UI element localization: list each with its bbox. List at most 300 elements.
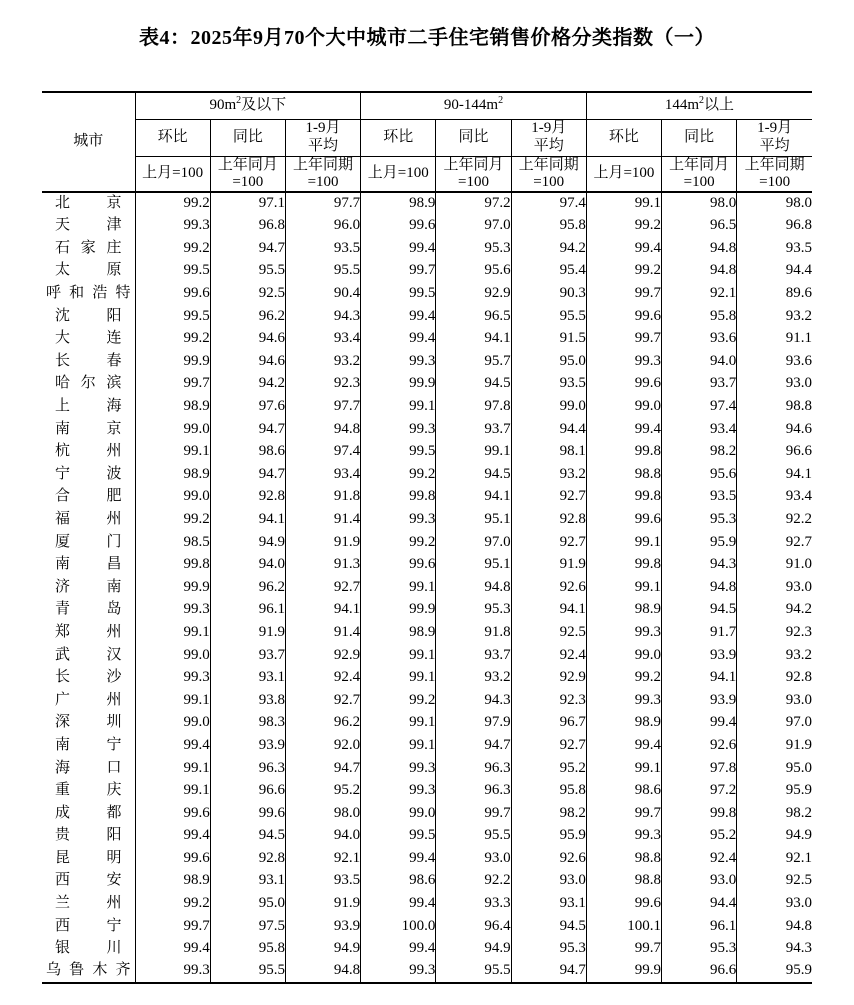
- value-cell: 93.0: [662, 870, 737, 893]
- value-cell: 95.2: [511, 757, 586, 780]
- city-cell: [42, 282, 135, 305]
- value-cell: 93.9: [210, 734, 285, 757]
- base-header-line: 上年同月: [443, 156, 504, 173]
- value-cell: 96.6: [662, 960, 737, 983]
- value-cell: 99.1: [586, 576, 661, 599]
- value-cell: 99.6: [135, 847, 210, 870]
- value-cell: 99.7: [586, 802, 661, 825]
- value-cell: 94.1: [436, 328, 511, 351]
- value-cell: 92.7: [511, 531, 586, 554]
- value-cell: 94.2: [511, 237, 586, 260]
- value-cell: 93.9: [662, 644, 737, 667]
- table-row: [42, 305, 812, 328]
- value-cell: 99.7: [135, 915, 210, 938]
- value-cell: 93.7: [436, 418, 511, 441]
- city-char: 南: [55, 556, 71, 573]
- value-cell: 92.7: [511, 486, 586, 509]
- value-cell: 99.2: [361, 689, 436, 712]
- value-cell: 92.2: [436, 870, 511, 893]
- metric-header: [737, 119, 812, 156]
- city-cell: [42, 644, 135, 667]
- value-cell: 99.3: [586, 350, 661, 373]
- city-cell: [42, 531, 135, 554]
- value-cell: 93.4: [662, 418, 737, 441]
- value-cell: 99.8: [662, 802, 737, 825]
- base-header-line: =100: [232, 173, 264, 190]
- value-cell: 94.4: [511, 418, 586, 441]
- value-cell: 99.5: [361, 441, 436, 464]
- table-row: [42, 712, 812, 735]
- city-cell: [42, 960, 135, 983]
- value-cell: 92.7: [511, 734, 586, 757]
- metric-header: [662, 119, 737, 156]
- value-cell: 91.9: [737, 734, 812, 757]
- value-cell: 100.0: [361, 915, 436, 938]
- base-header-line: 上月=100: [593, 165, 655, 182]
- value-cell: 91.3: [285, 554, 360, 577]
- city-cell: [42, 847, 135, 870]
- value-cell: 94.8: [285, 960, 360, 983]
- city-char: 贵: [55, 827, 71, 844]
- table-row: [42, 689, 812, 712]
- value-cell: 93.2: [436, 666, 511, 689]
- value-cell: 92.4: [285, 666, 360, 689]
- value-cell: 97.2: [436, 192, 511, 215]
- city-cell: [42, 260, 135, 283]
- city-name: [46, 962, 131, 979]
- city-cell: [42, 689, 135, 712]
- value-cell: 99.4: [586, 418, 661, 441]
- city-name: [55, 601, 122, 618]
- value-cell: 98.0: [737, 192, 812, 215]
- value-cell: 94.4: [737, 260, 812, 283]
- city-name: [55, 556, 122, 573]
- value-cell: 99.1: [586, 757, 661, 780]
- value-cell: 99.5: [135, 305, 210, 328]
- value-cell: 95.8: [662, 305, 737, 328]
- table-row: [42, 757, 812, 780]
- value-cell: 95.4: [511, 260, 586, 283]
- value-cell: 99.3: [135, 599, 210, 622]
- table-row: [42, 644, 812, 667]
- value-cell: 99.8: [361, 486, 436, 509]
- value-cell: 93.1: [210, 666, 285, 689]
- table-row: [42, 666, 812, 689]
- value-cell: 98.6: [586, 779, 661, 802]
- city-char: 川: [106, 940, 122, 957]
- value-cell: 95.8: [210, 938, 285, 961]
- value-cell: 92.7: [285, 576, 360, 599]
- metric-header-line: 平均: [759, 137, 790, 154]
- value-cell: 94.5: [511, 915, 586, 938]
- value-cell: 93.2: [737, 644, 812, 667]
- value-cell: 94.1: [737, 463, 812, 486]
- table-row: [42, 938, 812, 961]
- city-char: 岛: [106, 601, 122, 618]
- value-cell: 92.4: [662, 847, 737, 870]
- value-cell: 94.7: [285, 757, 360, 780]
- city-cell: [42, 192, 135, 215]
- value-cell: 93.7: [436, 644, 511, 667]
- value-cell: 93.8: [210, 689, 285, 712]
- city-char: 天: [55, 217, 71, 234]
- table-row: [42, 870, 812, 893]
- value-cell: 99.0: [361, 802, 436, 825]
- value-cell: 99.2: [361, 531, 436, 554]
- value-cell: 97.2: [662, 779, 737, 802]
- city-name: [55, 872, 122, 889]
- value-cell: 99.4: [586, 237, 661, 260]
- metric-header-line: 环比: [608, 128, 639, 145]
- value-cell: 96.3: [210, 757, 285, 780]
- city-char: 宁: [55, 465, 71, 482]
- city-char: 广: [55, 691, 71, 708]
- metric-header-line: 平均: [533, 137, 564, 154]
- base-header: [436, 156, 511, 192]
- value-cell: 99.6: [361, 215, 436, 238]
- value-cell: 93.2: [737, 305, 812, 328]
- city-name: [55, 647, 122, 664]
- city-char: 重: [55, 782, 71, 799]
- value-cell: 99.1: [361, 576, 436, 599]
- base-header-line: =100: [759, 173, 791, 190]
- value-cell: 99.3: [361, 418, 436, 441]
- value-cell: 99.6: [586, 305, 661, 328]
- value-cell: 98.8: [586, 463, 661, 486]
- value-cell: 93.5: [511, 373, 586, 396]
- header-row-metrics: [42, 119, 812, 156]
- value-cell: 94.5: [210, 825, 285, 848]
- city-name: [55, 511, 122, 528]
- city-char: 呼: [46, 285, 62, 302]
- value-cell: 99.5: [361, 282, 436, 305]
- base-header: [662, 156, 737, 192]
- value-cell: 95.5: [436, 960, 511, 983]
- value-cell: 99.1: [586, 531, 661, 554]
- city-cell: [42, 870, 135, 893]
- city-name: [55, 782, 122, 799]
- value-cell: 99.7: [586, 328, 661, 351]
- value-cell: 99.3: [586, 621, 661, 644]
- value-cell: 95.3: [662, 508, 737, 531]
- value-cell: 94.6: [737, 418, 812, 441]
- value-cell: 92.5: [737, 870, 812, 893]
- city-name: [55, 624, 122, 641]
- value-cell: 97.9: [436, 712, 511, 735]
- value-cell: 99.6: [135, 282, 210, 305]
- city-char: 和: [69, 285, 85, 302]
- value-cell: 99.2: [586, 260, 661, 283]
- value-cell: 91.0: [737, 554, 812, 577]
- city-char: 家: [80, 239, 96, 256]
- city-char: 鲁: [69, 962, 85, 979]
- value-cell: 93.9: [662, 689, 737, 712]
- value-cell: 99.4: [361, 237, 436, 260]
- city-char: 福: [55, 510, 71, 527]
- city-char: 南: [55, 736, 71, 753]
- value-cell: 94.8: [662, 576, 737, 599]
- base-header-line: =100: [533, 173, 565, 190]
- value-cell: 99.3: [361, 960, 436, 983]
- value-cell: 99.5: [135, 260, 210, 283]
- value-cell: 93.6: [662, 328, 737, 351]
- value-cell: 96.1: [210, 599, 285, 622]
- city-char: 北: [55, 195, 71, 212]
- value-cell: 96.8: [737, 215, 812, 238]
- value-cell: 93.0: [737, 892, 812, 915]
- value-cell: 99.1: [361, 395, 436, 418]
- value-cell: 94.7: [436, 734, 511, 757]
- value-cell: 93.5: [285, 870, 360, 893]
- base-header: [210, 156, 285, 192]
- table-header: [42, 92, 812, 192]
- value-cell: 96.1: [662, 915, 737, 938]
- superscript-2: 2: [698, 95, 704, 107]
- city-char: 合: [55, 488, 71, 505]
- value-cell: 91.9: [285, 531, 360, 554]
- value-cell: 99.1: [135, 621, 210, 644]
- value-cell: 91.8: [436, 621, 511, 644]
- city-char: 州: [106, 691, 122, 708]
- value-cell: 94.8: [737, 915, 812, 938]
- value-cell: 99.0: [135, 644, 210, 667]
- value-cell: 97.4: [511, 192, 586, 215]
- superscript-2: 2: [236, 95, 242, 107]
- metric-header-line: 平均: [308, 137, 339, 154]
- metric-header-line: 同比: [232, 128, 263, 145]
- value-cell: 92.1: [737, 847, 812, 870]
- table-row: [42, 418, 812, 441]
- city-char: 滨: [106, 375, 122, 392]
- city-char: 乌: [46, 962, 62, 979]
- city-name: [55, 421, 122, 438]
- city-char: 明: [106, 849, 122, 866]
- table-row: [42, 825, 812, 848]
- city-char: 太: [55, 262, 71, 279]
- value-cell: 99.9: [361, 599, 436, 622]
- value-cell: 98.1: [511, 441, 586, 464]
- value-cell: 99.0: [135, 486, 210, 509]
- value-cell: 94.5: [436, 463, 511, 486]
- table-row: [42, 463, 812, 486]
- value-cell: 99.4: [662, 712, 737, 735]
- city-cell: [42, 373, 135, 396]
- value-cell: 98.8: [586, 847, 661, 870]
- value-cell: 95.5: [210, 260, 285, 283]
- value-cell: 99.4: [361, 305, 436, 328]
- city-char: 大: [55, 330, 71, 347]
- group-header: $90m^2$及以下: [135, 92, 361, 119]
- city-char: 浩: [92, 285, 108, 302]
- value-cell: 92.5: [210, 282, 285, 305]
- value-cell: 90.4: [285, 282, 360, 305]
- value-cell: 96.6: [210, 779, 285, 802]
- city-name: [55, 217, 122, 234]
- value-cell: 97.0: [436, 531, 511, 554]
- metric-header: [285, 119, 360, 156]
- city-char: 京: [106, 195, 122, 212]
- value-cell: 93.4: [285, 328, 360, 351]
- value-cell: 100.1: [586, 915, 661, 938]
- city-name: [55, 308, 122, 325]
- city-char: 长: [55, 669, 71, 686]
- value-cell: 94.8: [285, 418, 360, 441]
- metric-header-line: 环比: [383, 128, 414, 145]
- city-cell: [42, 418, 135, 441]
- city-char: 沈: [55, 307, 71, 324]
- value-cell: 92.7: [737, 531, 812, 554]
- value-cell: 98.0: [285, 802, 360, 825]
- value-cell: 96.8: [210, 215, 285, 238]
- city-char: 昌: [106, 556, 122, 573]
- value-cell: 94.0: [210, 554, 285, 577]
- city-cell: [42, 892, 135, 915]
- city-char: 兰: [55, 895, 71, 912]
- value-cell: 99.1: [135, 779, 210, 802]
- value-cell: 99.3: [135, 960, 210, 983]
- value-cell: 95.0: [511, 350, 586, 373]
- value-cell: 93.5: [737, 237, 812, 260]
- value-cell: 92.1: [662, 282, 737, 305]
- value-cell: 91.9: [285, 892, 360, 915]
- value-cell: 92.6: [662, 734, 737, 757]
- value-cell: 98.2: [737, 802, 812, 825]
- price-index-table: [42, 91, 812, 984]
- value-cell: 94.1: [210, 508, 285, 531]
- metric-header-line: 环比: [157, 128, 188, 145]
- value-cell: 97.7: [285, 395, 360, 418]
- city-name: [55, 466, 122, 483]
- value-cell: 94.9: [285, 938, 360, 961]
- value-cell: 95.5: [210, 960, 285, 983]
- city-char: 济: [55, 578, 71, 595]
- table-row: [42, 373, 812, 396]
- value-cell: 95.9: [511, 825, 586, 848]
- value-cell: 99.2: [586, 666, 661, 689]
- metric-header: [135, 119, 210, 156]
- value-cell: 89.6: [737, 282, 812, 305]
- value-cell: 99.0: [586, 395, 661, 418]
- table-row: [42, 282, 812, 305]
- value-cell: 92.8: [511, 508, 586, 531]
- city-char: 阳: [106, 827, 122, 844]
- value-cell: 91.8: [285, 486, 360, 509]
- metric-header-line: 1-9月: [757, 120, 793, 137]
- value-cell: 94.5: [436, 373, 511, 396]
- city-char: 杭: [55, 443, 71, 460]
- value-cell: 99.1: [361, 734, 436, 757]
- value-cell: 94.3: [285, 305, 360, 328]
- metric-header-line: 1-9月: [531, 120, 567, 137]
- city-name: [55, 398, 122, 415]
- value-cell: 91.9: [210, 621, 285, 644]
- value-cell: 91.9: [511, 554, 586, 577]
- table-row: [42, 599, 812, 622]
- value-cell: 94.6: [210, 328, 285, 351]
- city-char: 连: [106, 330, 122, 347]
- city-char: 武: [55, 646, 71, 663]
- city-char: 南: [106, 578, 122, 595]
- value-cell: 99.2: [135, 508, 210, 531]
- city-char: 京: [106, 420, 122, 437]
- table-row: [42, 847, 812, 870]
- city-cell: [42, 734, 135, 757]
- city-cell: [42, 486, 135, 509]
- value-cell: 92.5: [511, 621, 586, 644]
- city-name: [55, 805, 122, 822]
- metric-header-line: 同比: [458, 128, 489, 145]
- table-row: [42, 576, 812, 599]
- base-header-line: 上年同期: [293, 156, 354, 173]
- table-row: [42, 554, 812, 577]
- value-cell: 92.0: [285, 734, 360, 757]
- value-cell: 93.2: [511, 463, 586, 486]
- value-cell: 91.1: [737, 328, 812, 351]
- city-name: [55, 240, 122, 257]
- value-cell: 92.9: [436, 282, 511, 305]
- city-name: [55, 579, 122, 596]
- value-cell: 94.3: [737, 938, 812, 961]
- value-cell: 93.0: [737, 689, 812, 712]
- value-cell: 99.7: [586, 282, 661, 305]
- city-cell: [42, 576, 135, 599]
- city-name: [55, 895, 122, 912]
- value-cell: 91.4: [285, 621, 360, 644]
- value-cell: 95.5: [436, 825, 511, 848]
- value-cell: 94.5: [662, 599, 737, 622]
- value-cell: 94.9: [436, 938, 511, 961]
- city-cell: [42, 757, 135, 780]
- value-cell: 99.6: [210, 802, 285, 825]
- value-cell: 94.0: [662, 350, 737, 373]
- city-char: 州: [106, 443, 122, 460]
- value-cell: 98.9: [586, 599, 661, 622]
- city-char: 海: [106, 398, 122, 415]
- base-header: [361, 156, 436, 192]
- value-cell: 96.2: [210, 305, 285, 328]
- table-row: [42, 531, 812, 554]
- value-cell: 94.8: [436, 576, 511, 599]
- base-header: [511, 156, 586, 192]
- city-char: 哈: [55, 375, 71, 392]
- value-cell: 95.0: [210, 892, 285, 915]
- base-header-line: 上年同月: [217, 156, 278, 173]
- metric-header: [436, 119, 511, 156]
- value-cell: 93.3: [436, 892, 511, 915]
- value-cell: 90.3: [511, 282, 586, 305]
- value-cell: 98.9: [135, 870, 210, 893]
- value-cell: 92.3: [737, 621, 812, 644]
- city-name: [55, 714, 122, 731]
- city-name: [55, 692, 122, 709]
- value-cell: 96.6: [737, 441, 812, 464]
- value-cell: 95.8: [511, 779, 586, 802]
- value-cell: 99.1: [135, 441, 210, 464]
- value-cell: 99.4: [361, 938, 436, 961]
- value-cell: 99.1: [586, 192, 661, 215]
- value-cell: 93.5: [285, 237, 360, 260]
- city-char: 安: [106, 872, 122, 889]
- value-cell: 94.7: [210, 463, 285, 486]
- value-cell: 95.6: [662, 463, 737, 486]
- city-cell: [42, 215, 135, 238]
- value-cell: 93.4: [285, 463, 360, 486]
- value-cell: 95.7: [436, 350, 511, 373]
- value-cell: 92.3: [511, 689, 586, 712]
- city-cell: [42, 395, 135, 418]
- value-cell: 98.9: [586, 712, 661, 735]
- value-cell: 99.4: [361, 847, 436, 870]
